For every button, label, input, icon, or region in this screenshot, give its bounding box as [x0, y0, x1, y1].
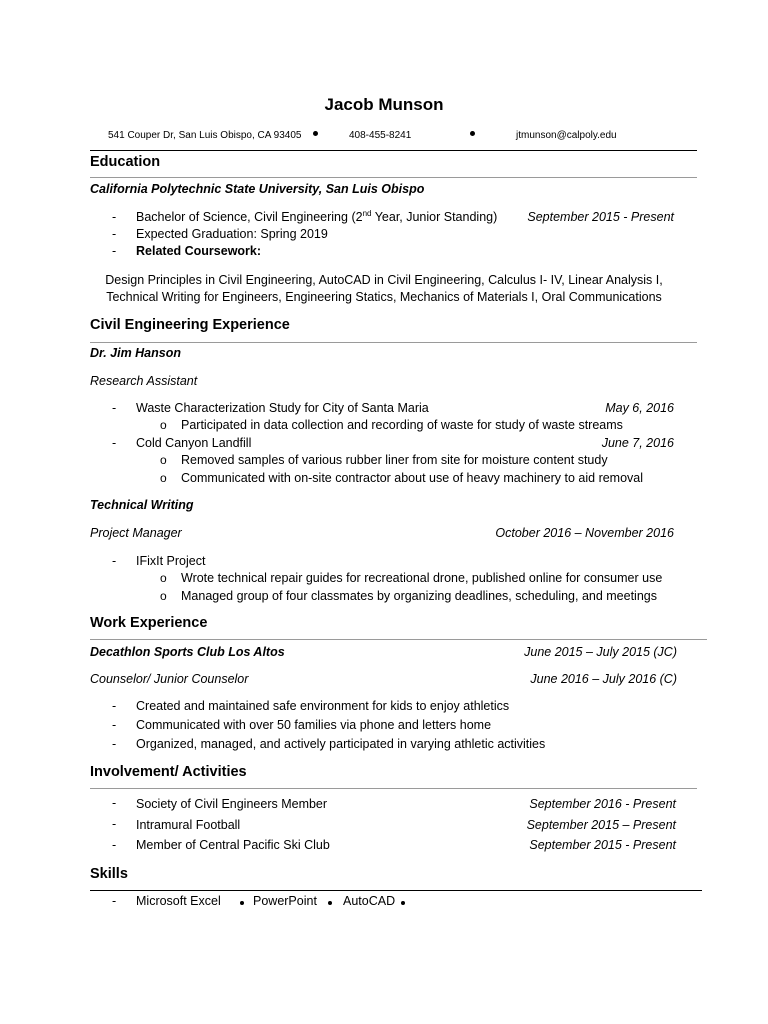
- activity-date: September 2015 – Present: [526, 818, 676, 832]
- org-name: Decathlon Sports Club Los Altos: [90, 645, 285, 659]
- section-heading-involvement: Involvement/ Activities: [90, 764, 247, 780]
- school-name: California Polytechnic State University, San Luis Obispo: [90, 182, 425, 196]
- activity-date: September 2015 - Present: [529, 838, 676, 852]
- dash-bullet: -: [112, 894, 117, 908]
- bullet-dot-icon: [470, 131, 475, 136]
- role-title: Counselor/ Junior Counselor: [90, 672, 249, 686]
- dash-bullet: -: [112, 817, 117, 831]
- activity-label: Society of Civil Engineers Member: [136, 797, 328, 811]
- circle-bullet-icon: o: [160, 589, 167, 603]
- dash-bullet: -: [112, 838, 117, 852]
- project-date: June 7, 2016: [601, 436, 674, 450]
- activity-date: September 2016 - Present: [529, 797, 676, 811]
- graduation: Expected Graduation: Spring 2019: [136, 227, 328, 241]
- phone: 408-455-8241: [349, 130, 412, 141]
- section-divider: [90, 177, 697, 178]
- dash-bullet: -: [112, 737, 117, 751]
- coursework-label: Related Coursework:: [136, 244, 262, 258]
- degree-major: Civil Engineering: [254, 210, 348, 224]
- section-divider: [90, 890, 702, 891]
- project-detail: Participated in data collection and recording of waste for study of waste streams: [181, 418, 623, 432]
- bullet-dot-icon: [240, 901, 244, 905]
- section-heading-skills: Skills: [90, 866, 128, 882]
- coursework-line-2: Technical Writing for Engineers, Engineering Statics, Mechanics of Materials I, Oral Communications: [106, 290, 662, 304]
- project-detail: Removed samples of various rubber liner from site for moisture content study: [181, 453, 608, 467]
- project-title: IFixIt Project: [136, 554, 206, 568]
- work-bullet: Created and maintained safe environment for kids to enjoy athletics: [136, 699, 510, 713]
- work-bullet: Communicated with over 50 families via phone and letters home: [136, 718, 492, 732]
- project-detail: Managed group of four classmates by organizing deadlines, scheduling, and meetings: [181, 589, 657, 603]
- work-bullet: Organized, managed, and actively participated in varying athletic activities: [136, 737, 546, 751]
- section-heading-education: Education: [90, 154, 161, 170]
- dash-bullet: -: [112, 718, 117, 732]
- role-title: Research Assistant: [90, 374, 198, 388]
- degree-dates: September 2015 - Present: [527, 210, 674, 224]
- role-dates: June 2016 – July 2016 (C): [530, 672, 677, 686]
- degree-year-sup: nd: [362, 208, 372, 218]
- dash-bullet: -: [112, 401, 117, 415]
- dash-bullet: -: [112, 554, 117, 568]
- skill-item: AutoCAD: [343, 894, 396, 908]
- degree-year-num: (2: [351, 210, 363, 224]
- bullet-dot-icon: [313, 131, 318, 136]
- coursework-line-1: Design Principles in Civil Engineering, AutoCAD in Civil Engineering, Calculus I- IV, Linear Analysis I,: [105, 273, 663, 287]
- dash-bullet: -: [112, 699, 117, 713]
- role-dates: October 2016 – November 2016: [495, 526, 674, 540]
- section-divider: [90, 639, 707, 640]
- bullet-dot-icon: [328, 901, 332, 905]
- circle-bullet-icon: o: [160, 418, 167, 432]
- degree-year-rest: Year, Junior Standing): [374, 210, 498, 224]
- org-dates: June 2015 – July 2015 (JC): [524, 645, 677, 659]
- degree-line: [136, 210, 497, 224]
- resume-name: Jacob Munson: [324, 95, 444, 114]
- section-heading-civil: Civil Engineering Experience: [90, 317, 290, 333]
- section-heading-work: Work Experience: [90, 615, 208, 631]
- email[interactable]: jtmunson@calpoly.edu: [516, 130, 617, 141]
- project-title: Waste Characterization Study for City of Santa Maria: [136, 401, 429, 415]
- skill-item: Microsoft Excel: [136, 894, 221, 908]
- circle-bullet-icon: o: [160, 471, 167, 485]
- role-title: Project Manager: [90, 526, 182, 540]
- activity-label: Intramural Football: [136, 818, 241, 832]
- circle-bullet-icon: o: [160, 571, 167, 585]
- activity-label: Member of Central Pacific Ski Club: [136, 838, 330, 852]
- project-date: May 6, 2016: [605, 401, 674, 415]
- header-divider: [90, 150, 697, 151]
- bullet-dot-icon: [401, 901, 405, 905]
- section-divider: [90, 788, 697, 789]
- dash-bullet: -: [112, 436, 117, 450]
- skill-item: PowerPoint: [253, 894, 317, 908]
- project-detail: Wrote technical repair guides for recreational drone, published online for consumer use: [181, 571, 663, 585]
- dash-bullet: -: [112, 244, 117, 258]
- dash-bullet: -: [112, 796, 117, 810]
- dash-bullet: -: [112, 227, 117, 241]
- org-name: Dr. Jim Hanson: [90, 346, 181, 360]
- org-name: Technical Writing: [90, 498, 194, 512]
- dash-bullet: -: [112, 210, 117, 224]
- section-divider: [90, 342, 697, 343]
- degree-pre: Bachelor of Science,: [136, 210, 251, 224]
- project-detail: Communicated with on-site contractor about use of heavy machinery to aid removal: [181, 471, 644, 485]
- circle-bullet-icon: o: [160, 453, 167, 467]
- project-title: Cold Canyon Landfill: [136, 436, 252, 450]
- address: 541 Couper Dr, San Luis Obispo, CA 93405: [108, 130, 302, 141]
